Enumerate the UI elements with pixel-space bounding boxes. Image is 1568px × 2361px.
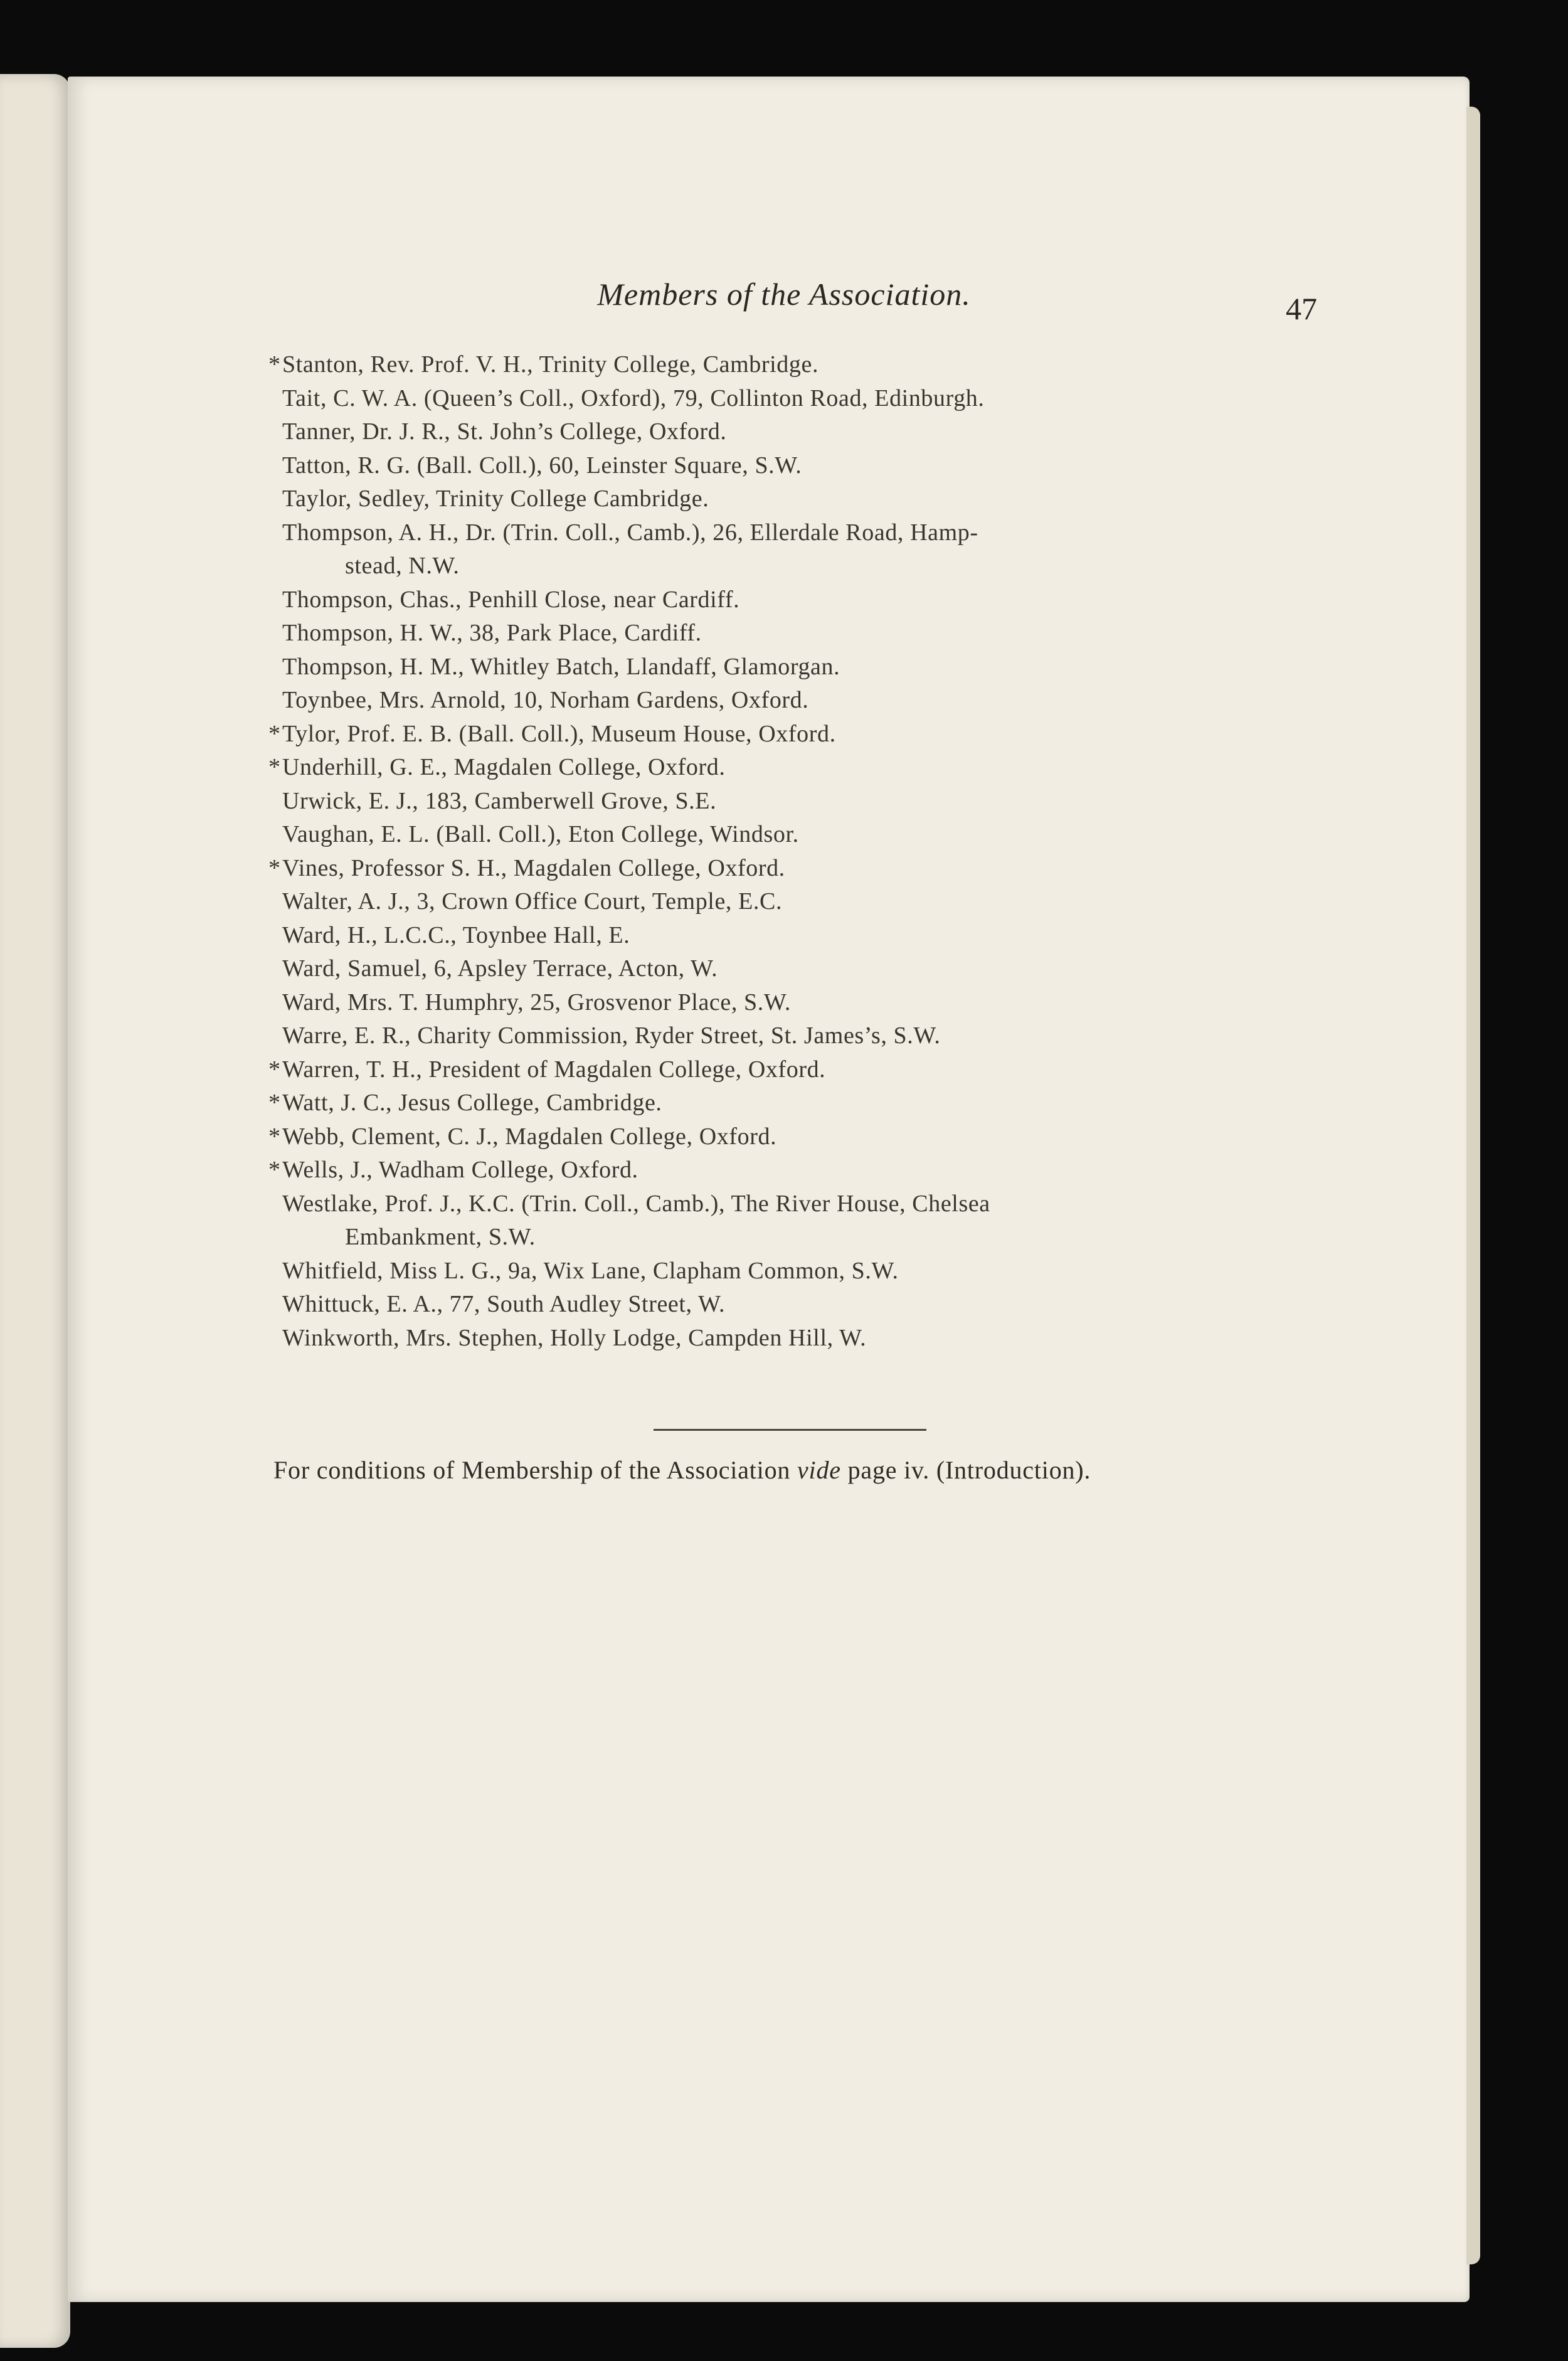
- member-entry: [282, 785, 1323, 819]
- council-star-marker: *: [268, 854, 281, 881]
- member-entry-text: Thompson, H. W., 38, Park Place, Cardiff.: [282, 620, 702, 646]
- member-entry: [282, 952, 1323, 986]
- member-entry-text: Stanton, Rev. Prof. V. H., Trinity College, Cambridge.: [282, 351, 819, 378]
- member-entry-text: Walter, A. J., 3, Crown Office Court, Temple, E.C.: [282, 888, 783, 915]
- member-entry: [282, 919, 1323, 953]
- member-entry-text: Ward, Mrs. T. Humphry, 25, Grosvenor Place, S.W.: [282, 989, 791, 1016]
- member-entry-text: Urwick, E. J., 183, Camberwell Grove, S.E.: [282, 787, 717, 814]
- member-entry-text: Thompson, Chas., Penhill Close, near Cardiff.: [282, 586, 740, 613]
- member-entry: [282, 415, 1323, 449]
- member-entry: [268, 718, 1323, 751]
- member-entry: [282, 1187, 1323, 1255]
- member-entry-text: Thompson, H. M., Whitley Batch, Llandaff, Glamorgan.: [282, 653, 840, 680]
- member-entry: [282, 1019, 1323, 1053]
- running-title: Members of the Association.: [597, 277, 971, 312]
- member-entry-text: Warre, E. R., Charity Commission, Ryder Street, St. James’s, S.W.: [282, 1022, 941, 1049]
- page-stack-edge: [1466, 107, 1480, 2264]
- member-entry-text: Whittuck, E. A., 77, South Audley Street, W.: [282, 1291, 726, 1317]
- member-entry-text: Ward, Samuel, 6, Apsley Terrace, Acton, W.: [282, 955, 718, 982]
- footer-text-after: page iv. (Introduction).: [840, 1456, 1091, 1484]
- footer-vide: vide: [797, 1456, 841, 1484]
- member-entry: [282, 617, 1323, 650]
- member-entry-text: Westlake, Prof. J., K.C. (Trin. Coll., Camb.), The River House, Chelsea: [282, 1190, 990, 1217]
- council-star-marker: *: [268, 1157, 281, 1183]
- council-star-marker: *: [268, 1056, 281, 1083]
- member-entry-text: Tylor, Prof. E. B. (Ball. Coll.), Museum House, Oxford.: [282, 720, 836, 747]
- member-entry: [268, 1154, 1323, 1187]
- member-entry: [282, 986, 1323, 1020]
- member-entry-continuation: stead, N.W.: [345, 553, 460, 579]
- member-entry-text: Wells, J., Wadham College, Oxford.: [282, 1157, 638, 1183]
- member-entry: [268, 1086, 1323, 1120]
- council-star-marker: *: [268, 1123, 281, 1150]
- member-entry-text: Winkworth, Mrs. Stephen, Holly Lodge, Campden Hill, W.: [282, 1324, 867, 1351]
- council-star-marker: *: [268, 754, 281, 780]
- member-entry: [282, 818, 1323, 852]
- council-star-marker: *: [268, 1090, 281, 1116]
- member-entry-text: Thompson, A. H., Dr. (Trin. Coll., Camb.), 26, Ellerdale Road, Hamp-: [282, 519, 978, 546]
- member-list: [268, 348, 1323, 1355]
- member-entry-text: Watt, J. C., Jesus College, Cambridge.: [282, 1090, 662, 1116]
- member-entry: [282, 382, 1323, 416]
- section-rule: [654, 1429, 926, 1431]
- footer-note: [273, 1455, 1340, 1485]
- member-entry-text: Tatton, R. G. (Ball. Coll.), 60, Leinster Square, S.W.: [282, 452, 802, 479]
- member-entry-text: Ward, H., L.C.C., Toynbee Hall, E.: [282, 921, 630, 948]
- member-entry-continuation: Embankment, S.W.: [345, 1224, 536, 1250]
- member-entry: [282, 1322, 1323, 1356]
- member-entry: [268, 1053, 1323, 1087]
- member-entry: [282, 516, 1323, 583]
- member-entry-text: Tanner, Dr. J. R., St. John’s College, Oxford.: [282, 418, 727, 445]
- member-entry: [268, 348, 1323, 382]
- member-entry: [282, 1288, 1323, 1322]
- member-entry: [282, 1255, 1323, 1288]
- member-entry-text: Underhill, G. E., Magdalen College, Oxford.: [282, 754, 726, 780]
- member-entry-text: Toynbee, Mrs. Arnold, 10, Norham Gardens, Oxford.: [282, 687, 809, 713]
- member-entry-text: Vines, Professor S. H., Magdalen College, Oxford.: [282, 854, 785, 881]
- member-entry-text: Vaughan, E. L. (Ball. Coll.), Eton College, Windsor.: [282, 821, 799, 847]
- member-entry-text: Taylor, Sedley, Trinity College Cambridge.: [282, 485, 709, 512]
- running-head: [0, 276, 1568, 312]
- member-entry-text: Whitfield, Miss L. G., 9a, Wix Lane, Clapham Common, S.W.: [282, 1257, 899, 1284]
- page-number: 47: [1286, 291, 1317, 326]
- council-star-marker: *: [268, 351, 281, 378]
- member-entry: [282, 684, 1323, 718]
- member-entry: [268, 1120, 1323, 1154]
- member-entry: [282, 449, 1323, 483]
- member-entry: [282, 885, 1323, 919]
- member-entry: [282, 583, 1323, 617]
- member-entry-text: Warren, T. H., President of Magdalen College, Oxford.: [282, 1056, 826, 1083]
- member-entry-text: Webb, Clement, C. J., Magdalen College, Oxford.: [282, 1123, 777, 1150]
- council-star-marker: *: [268, 720, 281, 747]
- member-entry: [282, 650, 1323, 684]
- member-entry: [268, 852, 1323, 886]
- member-entry: [268, 751, 1323, 785]
- member-entry: [282, 482, 1323, 516]
- facing-page-edge: [0, 74, 70, 2348]
- footer-text-before: For conditions of Membership of the Association: [273, 1456, 797, 1484]
- member-entry-text: Tait, C. W. A. (Queen’s Coll., Oxford), 79, Collinton Road, Edinburgh.: [282, 385, 985, 411]
